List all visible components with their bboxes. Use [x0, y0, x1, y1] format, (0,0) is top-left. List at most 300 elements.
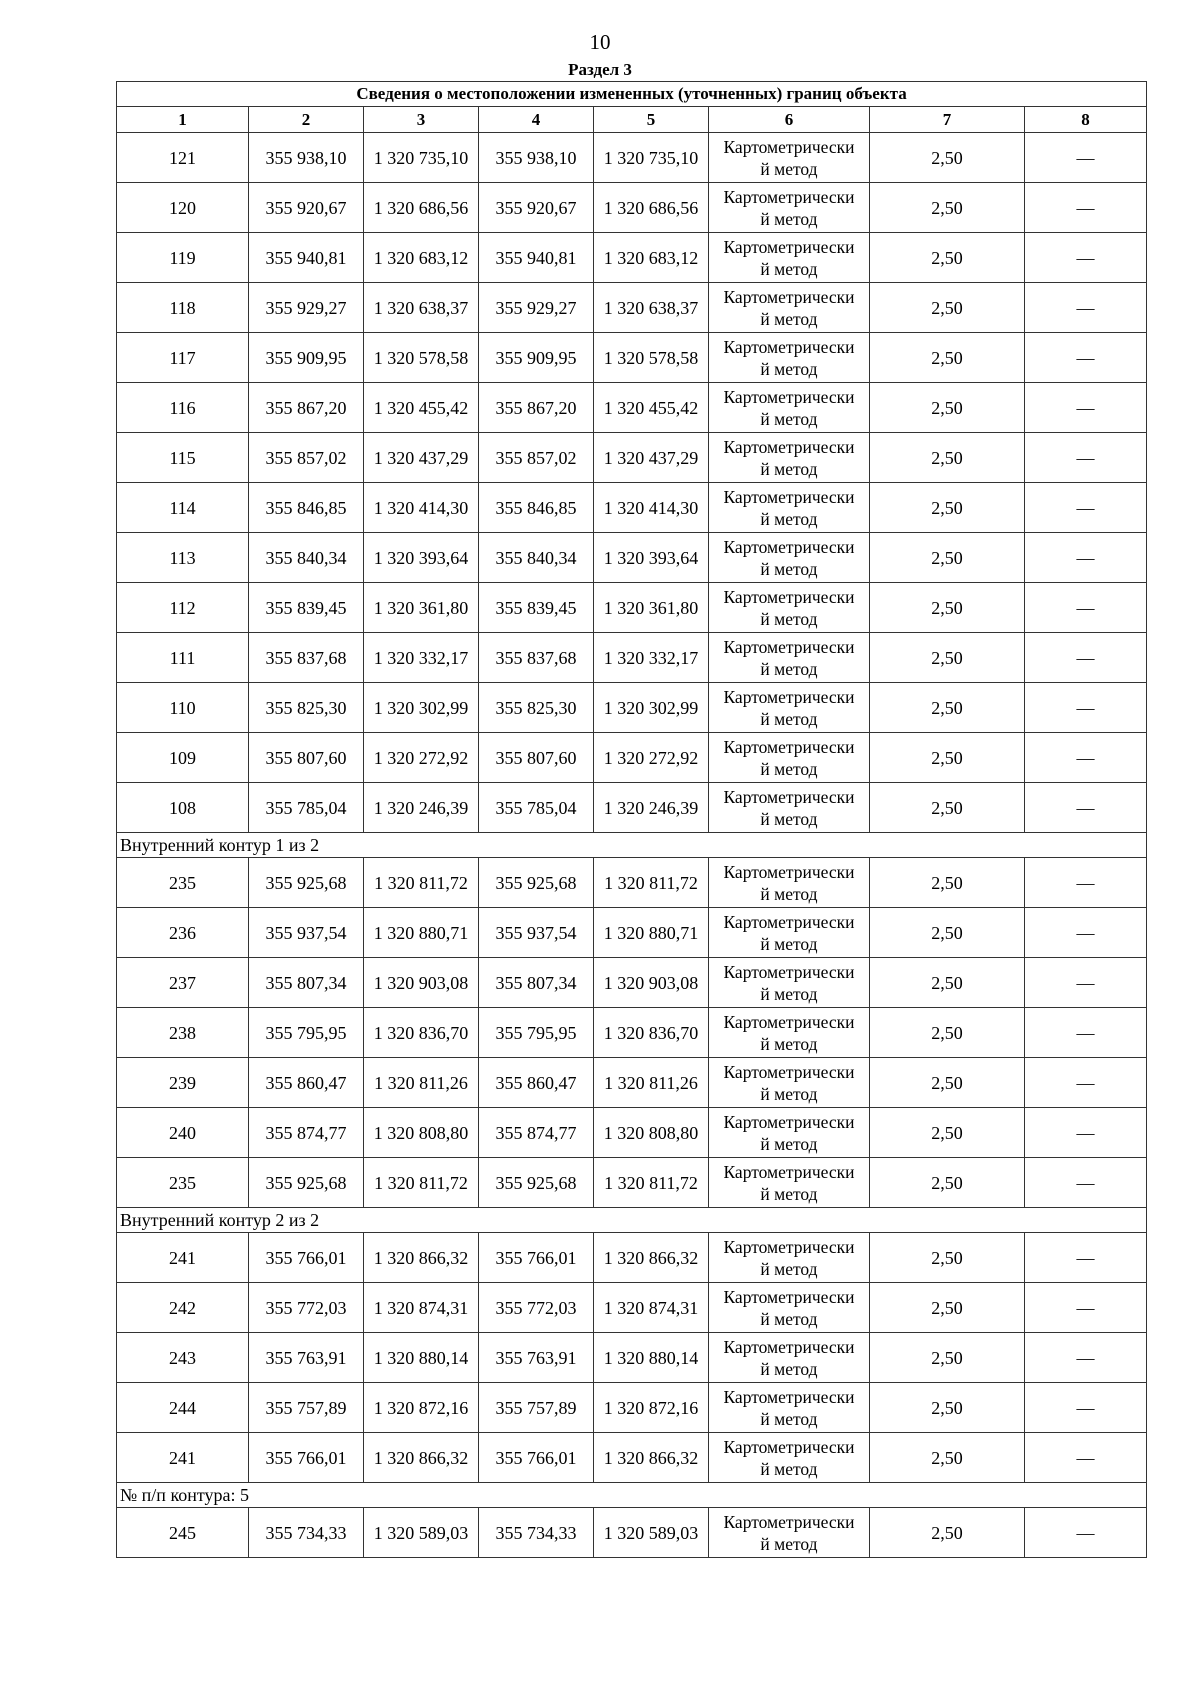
accuracy-cell: 2,50 [870, 183, 1025, 233]
new-y-cell: 1 320 836,70 [594, 1008, 709, 1058]
section-title: Раздел 3 [568, 60, 632, 79]
new-y-cell: 1 320 811,72 [594, 858, 709, 908]
table-row [117, 533, 1147, 583]
existing-x-cell: 355 825,30 [249, 683, 364, 733]
new-x-cell: 355 938,10 [479, 133, 594, 183]
new-x-cell: 355 940,81 [479, 233, 594, 283]
method-text-line1: Картометрически [723, 486, 855, 507]
new-y-cell: 1 320 874,31 [594, 1283, 709, 1333]
method-text-line1: Картометрически [723, 1286, 855, 1307]
point-number-cell: 238 [117, 1008, 249, 1058]
point-number-cell: 235 [117, 1158, 249, 1208]
dash-cell: — [1025, 683, 1147, 733]
method-text-line1: Картометрически [723, 861, 855, 882]
existing-x-cell: 355 874,77 [249, 1108, 364, 1158]
table-row [117, 633, 1147, 683]
method-text-line2: й метод [760, 933, 818, 954]
method-cell [709, 1108, 870, 1158]
point-number-cell: 235 [117, 858, 249, 908]
table-row [117, 1333, 1147, 1383]
page-number: 10 [589, 30, 611, 54]
accuracy-cell: 2,50 [870, 783, 1025, 833]
method-text-line1: Картометрически [723, 911, 855, 932]
table-row [117, 283, 1147, 333]
dash-cell: — [1025, 433, 1147, 483]
method-cell [709, 1158, 870, 1208]
point-number-cell: 110 [117, 683, 249, 733]
existing-y-cell: 1 320 414,30 [364, 483, 479, 533]
method-text-line2: й метод [760, 1258, 818, 1279]
method-text-line1: Картометрически [723, 586, 855, 607]
method-text-line1: Картометрически [723, 1436, 855, 1457]
accuracy-cell: 2,50 [870, 1233, 1025, 1283]
dash-cell: — [1025, 583, 1147, 633]
coordinates-table [116, 81, 1147, 1558]
existing-y-cell: 1 320 272,92 [364, 733, 479, 783]
method-text-line2: й метод [760, 558, 818, 579]
existing-x-cell: 355 846,85 [249, 483, 364, 533]
table-row [117, 1058, 1147, 1108]
existing-y-cell: 1 320 836,70 [364, 1008, 479, 1058]
table-row [117, 233, 1147, 283]
existing-x-cell: 355 763,91 [249, 1333, 364, 1383]
existing-x-cell: 355 860,47 [249, 1058, 364, 1108]
new-x-cell: 355 925,68 [479, 1158, 594, 1208]
column-number: 2 [249, 107, 364, 133]
new-x-cell: 355 929,27 [479, 283, 594, 333]
method-cell [709, 1433, 870, 1483]
method-text-line1: Картометрически [723, 1236, 855, 1257]
existing-x-cell: 355 766,01 [249, 1433, 364, 1483]
accuracy-cell: 2,50 [870, 283, 1025, 333]
method-cell [709, 783, 870, 833]
dash-cell: — [1025, 858, 1147, 908]
accuracy-cell: 2,50 [870, 1383, 1025, 1433]
new-y-cell: 1 320 638,37 [594, 283, 709, 333]
column-number: 5 [594, 107, 709, 133]
new-y-cell: 1 320 686,56 [594, 183, 709, 233]
point-number-cell: 243 [117, 1333, 249, 1383]
existing-y-cell: 1 320 332,17 [364, 633, 479, 683]
new-x-cell: 355 772,03 [479, 1283, 594, 1333]
method-text-line2: й метод [760, 1533, 818, 1554]
new-y-cell: 1 320 578,58 [594, 333, 709, 383]
method-text-line1: Картометрически [723, 786, 855, 807]
table-row [117, 1008, 1147, 1058]
accuracy-cell: 2,50 [870, 858, 1025, 908]
dash-cell: — [1025, 1433, 1147, 1483]
new-x-cell: 355 937,54 [479, 908, 594, 958]
point-number-cell: 113 [117, 533, 249, 583]
existing-x-cell: 355 795,95 [249, 1008, 364, 1058]
method-text-line1: Картометрически [723, 536, 855, 557]
new-x-cell: 355 795,95 [479, 1008, 594, 1058]
table-row [117, 383, 1147, 433]
method-text-line2: й метод [760, 1133, 818, 1154]
new-x-cell: 355 763,91 [479, 1333, 594, 1383]
method-text-line2: й метод [760, 1358, 818, 1379]
point-number-cell: 240 [117, 1108, 249, 1158]
column-number-row [117, 107, 1147, 133]
method-cell [709, 483, 870, 533]
existing-y-cell: 1 320 811,26 [364, 1058, 479, 1108]
method-text-line1: Картометрически [723, 1061, 855, 1082]
new-x-cell: 355 807,60 [479, 733, 594, 783]
existing-y-cell: 1 320 246,39 [364, 783, 479, 833]
dash-cell: — [1025, 1108, 1147, 1158]
method-text-line2: й метод [760, 808, 818, 829]
point-number-cell: 116 [117, 383, 249, 433]
existing-y-cell: 1 320 578,58 [364, 333, 479, 383]
method-text-line2: й метод [760, 1308, 818, 1329]
accuracy-cell: 2,50 [870, 1333, 1025, 1383]
column-number: 6 [709, 107, 870, 133]
table-row [117, 583, 1147, 633]
column-number: 3 [364, 107, 479, 133]
method-text-line1: Картометрически [723, 736, 855, 757]
dash-cell: — [1025, 133, 1147, 183]
method-cell [709, 1058, 870, 1108]
existing-y-cell: 1 320 437,29 [364, 433, 479, 483]
table-caption-row [117, 82, 1147, 107]
method-cell [709, 533, 870, 583]
new-x-cell: 355 909,95 [479, 333, 594, 383]
accuracy-cell: 2,50 [870, 583, 1025, 633]
table-row [117, 783, 1147, 833]
method-cell [709, 1508, 870, 1558]
table-row [117, 958, 1147, 1008]
existing-y-cell: 1 320 903,08 [364, 958, 479, 1008]
point-number-cell: 244 [117, 1383, 249, 1433]
new-y-cell: 1 320 811,26 [594, 1058, 709, 1108]
table-row [117, 1508, 1147, 1558]
method-text-line2: й метод [760, 508, 818, 529]
new-x-cell: 355 766,01 [479, 1433, 594, 1483]
accuracy-cell: 2,50 [870, 133, 1025, 183]
existing-x-cell: 355 925,68 [249, 858, 364, 908]
new-x-cell: 355 757,89 [479, 1383, 594, 1433]
dash-cell: — [1025, 1508, 1147, 1558]
new-x-cell: 355 825,30 [479, 683, 594, 733]
table-row [117, 908, 1147, 958]
dash-cell: — [1025, 958, 1147, 1008]
table-row [117, 483, 1147, 533]
existing-x-cell: 355 925,68 [249, 1158, 364, 1208]
existing-x-cell: 355 839,45 [249, 583, 364, 633]
method-cell [709, 583, 870, 633]
accuracy-cell: 2,50 [870, 1158, 1025, 1208]
existing-x-cell: 355 840,34 [249, 533, 364, 583]
column-number: 8 [1025, 107, 1147, 133]
point-number-cell: 119 [117, 233, 249, 283]
column-number: 7 [870, 107, 1025, 133]
existing-x-cell: 355 920,67 [249, 183, 364, 233]
new-x-cell: 355 867,20 [479, 383, 594, 433]
existing-x-cell: 355 734,33 [249, 1508, 364, 1558]
dash-cell: — [1025, 1158, 1147, 1208]
method-text-line1: Картометрически [723, 436, 855, 457]
column-number: 4 [479, 107, 594, 133]
method-text-line2: й метод [760, 358, 818, 379]
existing-y-cell: 1 320 683,12 [364, 233, 479, 283]
accuracy-cell: 2,50 [870, 533, 1025, 583]
new-y-cell: 1 320 903,08 [594, 958, 709, 1008]
method-text-line1: Картометрически [723, 1011, 855, 1032]
new-y-cell: 1 320 880,71 [594, 908, 709, 958]
new-y-cell: 1 320 272,92 [594, 733, 709, 783]
new-x-cell: 355 734,33 [479, 1508, 594, 1558]
existing-y-cell: 1 320 393,64 [364, 533, 479, 583]
method-cell [709, 183, 870, 233]
existing-y-cell: 1 320 880,71 [364, 908, 479, 958]
contour-heading: № п/п контура: 5 [117, 1483, 1147, 1508]
accuracy-cell: 2,50 [870, 333, 1025, 383]
existing-x-cell: 355 929,27 [249, 283, 364, 333]
method-cell [709, 1283, 870, 1333]
method-text-line2: й метод [760, 158, 818, 179]
point-number-cell: 120 [117, 183, 249, 233]
table-row [117, 733, 1147, 783]
new-y-cell: 1 320 880,14 [594, 1333, 709, 1383]
accuracy-cell: 2,50 [870, 908, 1025, 958]
contour-heading: Внутренний контур 1 из 2 [117, 833, 1147, 858]
method-text-line2: й метод [760, 1408, 818, 1429]
dash-cell: — [1025, 633, 1147, 683]
new-y-cell: 1 320 683,12 [594, 233, 709, 283]
method-cell [709, 1233, 870, 1283]
method-text-line2: й метод [760, 258, 818, 279]
dash-cell: — [1025, 183, 1147, 233]
dash-cell: — [1025, 1058, 1147, 1108]
table-row [117, 183, 1147, 233]
method-text-line2: й метод [760, 658, 818, 679]
existing-y-cell: 1 320 880,14 [364, 1333, 479, 1383]
point-number-cell: 117 [117, 333, 249, 383]
point-number-cell: 239 [117, 1058, 249, 1108]
method-cell [709, 1008, 870, 1058]
existing-x-cell: 355 837,68 [249, 633, 364, 683]
method-cell [709, 958, 870, 1008]
existing-y-cell: 1 320 589,03 [364, 1508, 479, 1558]
existing-y-cell: 1 320 811,72 [364, 1158, 479, 1208]
method-text-line1: Картометрически [723, 386, 855, 407]
new-y-cell: 1 320 735,10 [594, 133, 709, 183]
method-text-line2: й метод [760, 883, 818, 904]
new-y-cell: 1 320 437,29 [594, 433, 709, 483]
method-text-line2: й метод [760, 708, 818, 729]
method-text-line1: Картометрически [723, 961, 855, 982]
table-caption: Сведения о местоположении измененных (уточненных) границ объекта [117, 82, 1147, 107]
method-text-line2: й метод [760, 983, 818, 1004]
table-row [117, 1158, 1147, 1208]
existing-y-cell: 1 320 361,80 [364, 583, 479, 633]
method-text-line1: Картометрически [723, 1511, 855, 1532]
accuracy-cell: 2,50 [870, 233, 1025, 283]
existing-y-cell: 1 320 638,37 [364, 283, 479, 333]
dash-cell: — [1025, 1333, 1147, 1383]
dash-cell: — [1025, 908, 1147, 958]
new-x-cell: 355 766,01 [479, 1233, 594, 1283]
existing-x-cell: 355 867,20 [249, 383, 364, 433]
dash-cell: — [1025, 1008, 1147, 1058]
method-cell [709, 858, 870, 908]
point-number-cell: 245 [117, 1508, 249, 1558]
existing-x-cell: 355 857,02 [249, 433, 364, 483]
method-text-line2: й метод [760, 208, 818, 229]
existing-x-cell: 355 807,60 [249, 733, 364, 783]
existing-y-cell: 1 320 811,72 [364, 858, 479, 908]
dash-cell: — [1025, 233, 1147, 283]
point-number-cell: 237 [117, 958, 249, 1008]
method-cell [709, 1383, 870, 1433]
dash-cell: — [1025, 1383, 1147, 1433]
new-x-cell: 355 840,34 [479, 533, 594, 583]
accuracy-cell: 2,50 [870, 733, 1025, 783]
method-text-line2: й метод [760, 608, 818, 629]
new-x-cell: 355 807,34 [479, 958, 594, 1008]
table-row [117, 858, 1147, 908]
new-y-cell: 1 320 361,80 [594, 583, 709, 633]
existing-y-cell: 1 320 872,16 [364, 1383, 479, 1433]
accuracy-cell: 2,50 [870, 683, 1025, 733]
new-y-cell: 1 320 866,32 [594, 1233, 709, 1283]
method-cell [709, 383, 870, 433]
new-y-cell: 1 320 866,32 [594, 1433, 709, 1483]
existing-x-cell: 355 940,81 [249, 233, 364, 283]
new-x-cell: 355 846,85 [479, 483, 594, 533]
new-y-cell: 1 320 455,42 [594, 383, 709, 433]
existing-y-cell: 1 320 866,32 [364, 1433, 479, 1483]
method-text-line1: Картометрически [723, 236, 855, 257]
method-cell [709, 233, 870, 283]
table-row [117, 1433, 1147, 1483]
point-number-cell: 115 [117, 433, 249, 483]
dash-cell: — [1025, 483, 1147, 533]
method-text-line1: Картометрически [723, 1161, 855, 1182]
point-number-cell: 241 [117, 1433, 249, 1483]
point-number-cell: 108 [117, 783, 249, 833]
accuracy-cell: 2,50 [870, 1108, 1025, 1158]
new-x-cell: 355 839,45 [479, 583, 594, 633]
method-text-line2: й метод [760, 1458, 818, 1479]
new-y-cell: 1 320 302,99 [594, 683, 709, 733]
method-text-line1: Картометрически [723, 686, 855, 707]
method-cell [709, 1333, 870, 1383]
new-x-cell: 355 920,67 [479, 183, 594, 233]
point-number-cell: 118 [117, 283, 249, 333]
new-y-cell: 1 320 872,16 [594, 1383, 709, 1433]
existing-y-cell: 1 320 735,10 [364, 133, 479, 183]
accuracy-cell: 2,50 [870, 633, 1025, 683]
method-cell [709, 908, 870, 958]
method-text-line2: й метод [760, 458, 818, 479]
new-x-cell: 355 860,47 [479, 1058, 594, 1108]
dash-cell: — [1025, 1233, 1147, 1283]
existing-x-cell: 355 937,54 [249, 908, 364, 958]
method-cell [709, 433, 870, 483]
existing-y-cell: 1 320 866,32 [364, 1233, 479, 1283]
table-row [117, 1108, 1147, 1158]
contour-heading: Внутренний контур 2 из 2 [117, 1208, 1147, 1233]
dash-cell: — [1025, 333, 1147, 383]
method-text-line2: й метод [760, 1183, 818, 1204]
new-x-cell: 355 857,02 [479, 433, 594, 483]
existing-y-cell: 1 320 302,99 [364, 683, 479, 733]
accuracy-cell: 2,50 [870, 1433, 1025, 1483]
dash-cell: — [1025, 783, 1147, 833]
accuracy-cell: 2,50 [870, 1283, 1025, 1333]
method-text-line1: Картометрически [723, 1336, 855, 1357]
accuracy-cell: 2,50 [870, 958, 1025, 1008]
method-text-line1: Картометрически [723, 1111, 855, 1132]
accuracy-cell: 2,50 [870, 1508, 1025, 1558]
accuracy-cell: 2,50 [870, 1008, 1025, 1058]
dash-cell: — [1025, 533, 1147, 583]
new-y-cell: 1 320 393,64 [594, 533, 709, 583]
existing-y-cell: 1 320 686,56 [364, 183, 479, 233]
table-row [117, 333, 1147, 383]
method-cell [709, 683, 870, 733]
new-y-cell: 1 320 808,80 [594, 1108, 709, 1158]
point-number-cell: 241 [117, 1233, 249, 1283]
existing-x-cell: 355 766,01 [249, 1233, 364, 1283]
existing-y-cell: 1 320 455,42 [364, 383, 479, 433]
method-text-line1: Картометрически [723, 286, 855, 307]
accuracy-cell: 2,50 [870, 383, 1025, 433]
method-cell [709, 133, 870, 183]
table-row [117, 133, 1147, 183]
existing-x-cell: 355 772,03 [249, 1283, 364, 1333]
method-cell [709, 333, 870, 383]
point-number-cell: 242 [117, 1283, 249, 1333]
accuracy-cell: 2,50 [870, 433, 1025, 483]
method-text-line1: Картометрически [723, 336, 855, 357]
method-text-line1: Картометрически [723, 186, 855, 207]
new-x-cell: 355 837,68 [479, 633, 594, 683]
method-text-line1: Картометрически [723, 136, 855, 157]
existing-x-cell: 355 938,10 [249, 133, 364, 183]
method-cell [709, 283, 870, 333]
method-text-line2: й метод [760, 1083, 818, 1104]
method-cell [709, 633, 870, 683]
table-row [117, 1383, 1147, 1433]
table-row [117, 433, 1147, 483]
existing-x-cell: 355 909,95 [249, 333, 364, 383]
accuracy-cell: 2,50 [870, 483, 1025, 533]
method-text-line2: й метод [760, 308, 818, 329]
contour-heading-row [117, 1208, 1147, 1233]
table-row [117, 1283, 1147, 1333]
new-x-cell: 355 785,04 [479, 783, 594, 833]
dash-cell: — [1025, 283, 1147, 333]
method-text-line1: Картометрически [723, 636, 855, 657]
method-cell [709, 733, 870, 783]
new-x-cell: 355 874,77 [479, 1108, 594, 1158]
existing-y-cell: 1 320 808,80 [364, 1108, 479, 1158]
column-number: 1 [117, 107, 249, 133]
existing-x-cell: 355 785,04 [249, 783, 364, 833]
point-number-cell: 121 [117, 133, 249, 183]
contour-heading-row [117, 833, 1147, 858]
method-text-line2: й метод [760, 1033, 818, 1054]
dash-cell: — [1025, 383, 1147, 433]
point-number-cell: 111 [117, 633, 249, 683]
point-number-cell: 236 [117, 908, 249, 958]
method-text-line2: й метод [760, 408, 818, 429]
new-y-cell: 1 320 811,72 [594, 1158, 709, 1208]
dash-cell: — [1025, 733, 1147, 783]
existing-x-cell: 355 807,34 [249, 958, 364, 1008]
